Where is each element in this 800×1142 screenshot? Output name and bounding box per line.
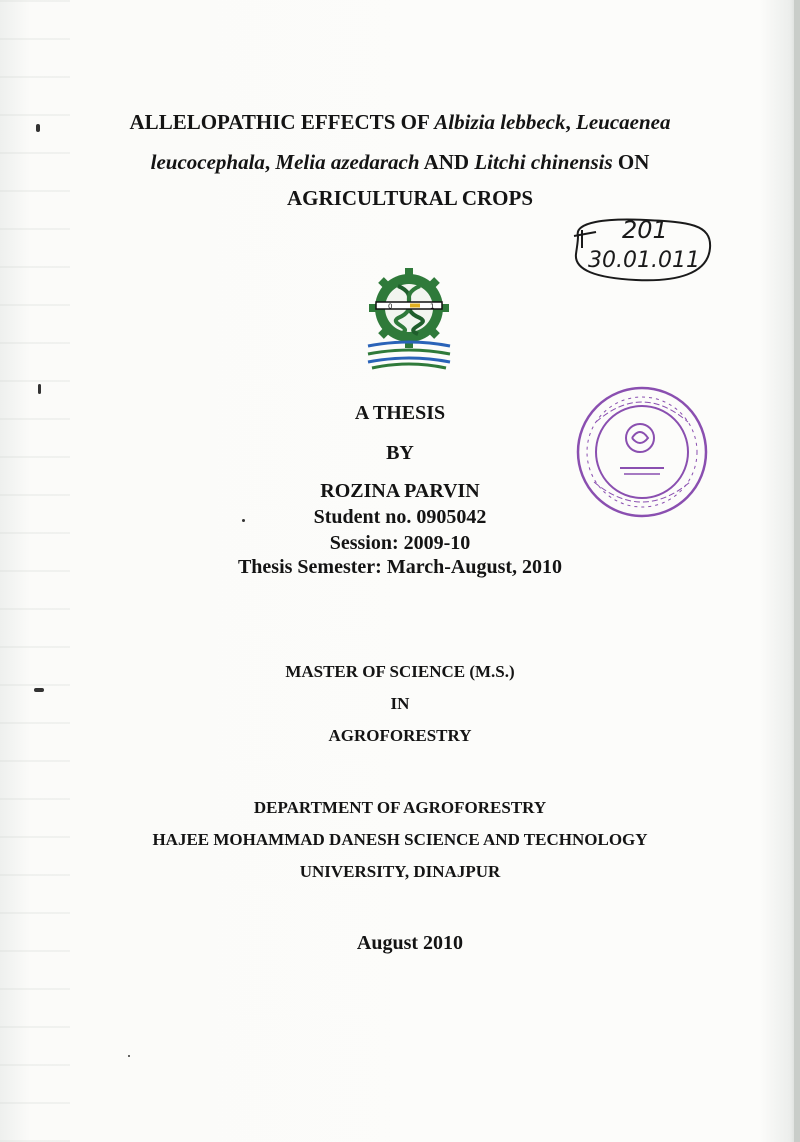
university-logo [362,268,456,374]
thesis-title-line-3: AGRICULTURAL CROPS [286,186,534,210]
department: DEPARTMENT OF AGROFORESTRY [253,798,547,817]
thesis-semester: Thesis Semester: March-August, 2010 [237,556,563,578]
degree-in: IN [390,694,410,713]
university-name: HAJEE MOHAMMAD DANESH SCIENCE AND TECHNOLOGY [152,830,648,849]
author-name: ROZINA PARVIN [320,480,480,502]
thesis-title-line-1: ALLELOPATHIC EFFECTS OF Albizia lebbeck, Leucaenea [129,110,671,134]
degree-name: MASTER OF SCIENCE (M.S.) [285,662,515,681]
by-label: BY [386,442,414,464]
submission-date: August 2010 [356,932,464,954]
svg-text:0: 0 [388,302,393,311]
scan-speck [38,384,41,394]
student-number: Student no. 0905042 [313,506,487,528]
svg-text:1: 1 [430,302,435,311]
scan-speck [34,688,44,692]
degree-subject: AGROFORESTRY [328,726,472,745]
thesis-title-line-2: leucocephala, Melia azedarach AND Litchi chinensis ON [150,150,650,174]
accession-note [566,214,716,286]
university-location: UNIVERSITY, DINAJPUR [299,862,501,881]
thesis-type: A THESIS [354,402,446,424]
accession-date: 30.01.011 [588,248,700,273]
session: Session: 2009-10 [329,532,471,554]
scan-speck [128,1055,130,1057]
gear-dna-logo-icon [362,268,456,374]
accession-number: 201 [622,216,668,244]
